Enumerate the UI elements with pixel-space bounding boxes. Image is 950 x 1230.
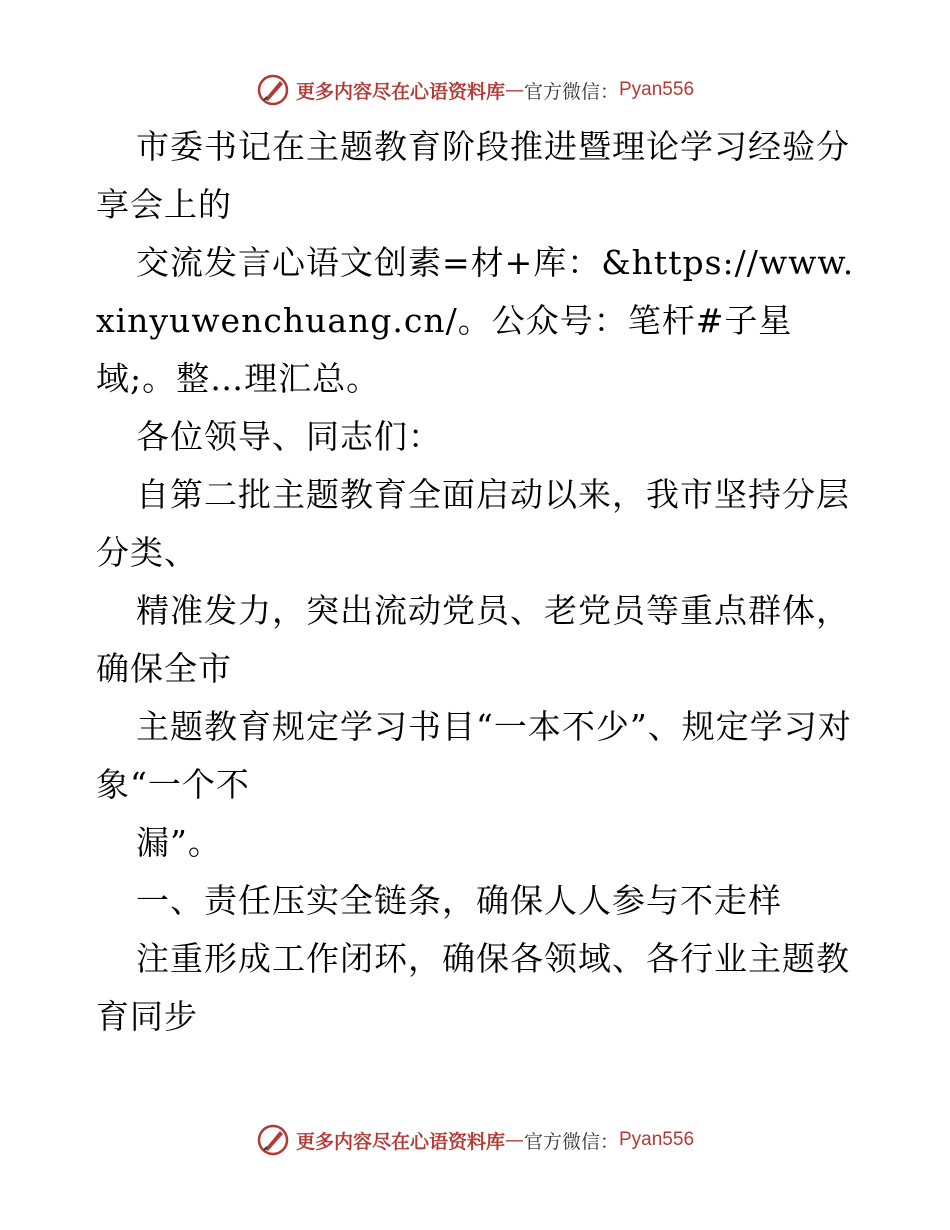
banner-wechat-id: Pyan556 [619,1129,695,1150]
salutation: 各位领导、同志们： [136,417,442,456]
body-paragraph: 主题教育规定学习书目“一本不少”、规定学习对象“一个不 [96,707,852,804]
footer-banner [0,1120,950,1160]
quill-pen-logo-icon [256,73,290,107]
banner-official-label: 官方微信： [523,1130,619,1153]
banner-official-label: 官方微信： [523,80,619,103]
body-paragraph: 自第二批主题教育全面启动以来，我市坚持分层分类、 [96,475,850,572]
banner-dash: — [504,1129,524,1151]
header-banner [0,70,950,110]
section-heading: 一、责任压实全链条，确保人人参与不走样 [136,881,782,920]
banner-brand-text: 更多内容尽在心语资料库 [295,80,505,103]
banner-wechat-id: Pyan556 [619,79,695,100]
quill-pen-logo-icon [256,1123,290,1157]
body-paragraph: 注重形成工作闭环，确保各领域、各行业主题教育同步 [96,939,850,1036]
body-paragraph: 漏”。 [136,823,222,862]
body-paragraph: 精准发力，突出流动党员、老党员等重点群体，确保全市 [96,591,850,688]
doc-title-line: 市委书记在主题教育阶段推进暨理论学习经验分享会上的 [96,127,850,224]
source-notice-paragraph: 交流发言心语文创素=材+库：&https://www.xinyuwenchuang.cn/。公众号：笔杆#子星域;。整…理汇总。 [96,243,855,398]
document-body [96,118,856,1046]
banner-dash: — [504,79,524,101]
banner-brand-text: 更多内容尽在心语资料库 [295,1130,505,1153]
